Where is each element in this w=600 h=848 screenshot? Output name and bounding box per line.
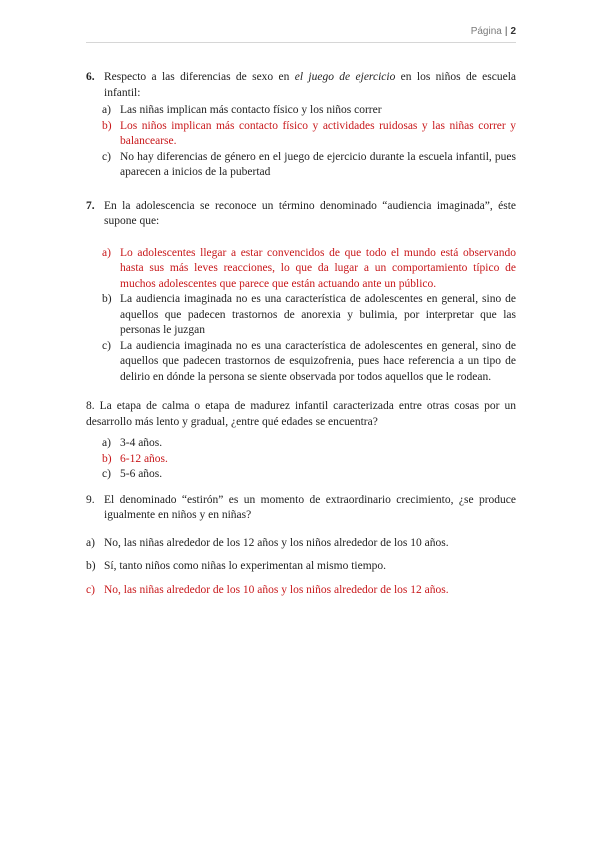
question-6-options <box>86 103 516 181</box>
page-label: Página <box>470 26 502 37</box>
question-9-options <box>86 536 516 599</box>
option-c <box>86 150 516 181</box>
question-7-options <box>86 246 516 386</box>
option-letter: b) <box>86 560 96 572</box>
question-text: En la adolescencia se reconoce un término denominado “audiencia imaginada”, éste supone que: <box>104 199 516 227</box>
option-text: La audiencia imaginada no es una característica de adolescentes en general, sino de aquellos que padecen trastornos de anorexia y bulimia, por interpretar que las personas le juzgan <box>120 293 516 336</box>
option-letter: c) <box>102 150 111 163</box>
question-6 <box>86 70 516 101</box>
question-text-part: Respecto a las diferencias de sexo en <box>104 71 295 83</box>
question-number: 6. <box>86 71 95 83</box>
option-text: 3-4 años. <box>120 437 163 449</box>
option-letter: a) <box>102 437 111 449</box>
option-b-correct <box>86 452 516 468</box>
option-a-correct <box>86 246 516 293</box>
option-letter: a) <box>102 104 111 116</box>
option-text: No hay diferencias de género en el juego de ejercicio durante la escuela infantil, pues aparecen a inicios de la pubertad <box>120 150 516 178</box>
question-7 <box>86 199 516 230</box>
option-letter: a) <box>102 246 111 259</box>
option-a <box>86 436 516 452</box>
option-text: No, las niñas alrededor de los 10 años y los niños alrededor de los 12 años. <box>104 583 449 596</box>
option-letter: c) <box>86 583 95 596</box>
option-b <box>86 559 516 575</box>
option-text: No, las niñas alrededor de los 12 años y los niños alrededor de los 10 años. <box>104 536 449 549</box>
option-text: 6-12 años. <box>120 452 168 465</box>
question-number: 9. <box>86 493 95 506</box>
option-letter: c) <box>102 339 111 352</box>
document-body <box>86 70 516 598</box>
option-a <box>86 103 516 119</box>
question-text <box>104 70 516 101</box>
option-b-correct <box>86 119 516 150</box>
header-separator: | <box>504 26 508 37</box>
option-letter: b) <box>102 452 112 465</box>
option-letter: a) <box>86 536 95 549</box>
option-b <box>86 292 516 339</box>
option-text: 5-6 años. <box>120 468 163 480</box>
header-divider <box>86 42 516 43</box>
page-header <box>471 26 516 37</box>
question-text-part: en los niños de escuela infantil: <box>104 71 516 99</box>
question-9 <box>86 493 516 524</box>
option-text: Los niños implican más contacto físico y actividades ruidosas y las niñas correr y balancearse. <box>120 119 516 147</box>
page-number: 2 <box>510 26 516 37</box>
option-letter: b) <box>102 119 112 132</box>
option-text: Sí, tanto niños como niñas lo experimentan al mismo tiempo. <box>104 560 387 572</box>
question-text-italic: el juego de ejercicio <box>294 71 396 83</box>
question-8-options <box>86 436 516 483</box>
option-letter: c) <box>102 468 111 480</box>
question-number: 7. <box>86 199 95 212</box>
question-text: El denominado “estirón” es un momento de extraordinario crecimiento, ¿se produce igualmente en niños y en niñas? <box>104 493 516 521</box>
option-c-correct <box>86 583 516 599</box>
option-letter: b) <box>102 293 112 305</box>
question-8-text: 8. La etapa de calma o etapa de madurez infantil caracterizada entre otras cosas por un desarrollo más lento y gradual, ¿entre qué edades se encuentra? <box>86 400 516 428</box>
option-text: Las niñas implican más contacto físico y los niños correr <box>120 104 382 116</box>
option-c <box>86 467 516 483</box>
option-text: La audiencia imaginada no es una característica de adolescentes en general, sino de aquellos que padecen trastornos de esquizofrenia, pues hace referencia a un tipo de delirio en dónde la persona se siente observada por todos aquellos que le rodean. <box>120 339 516 383</box>
option-a <box>86 536 516 552</box>
option-c <box>86 339 516 386</box>
option-text: Lo adolescentes llegar a estar convencidos de que todo el mundo está observando hasta sus más leves reacciones, lo que da lugar a un comportamiento típico de muchos adolescentes que parece que están actuando ante un público. <box>120 246 516 290</box>
